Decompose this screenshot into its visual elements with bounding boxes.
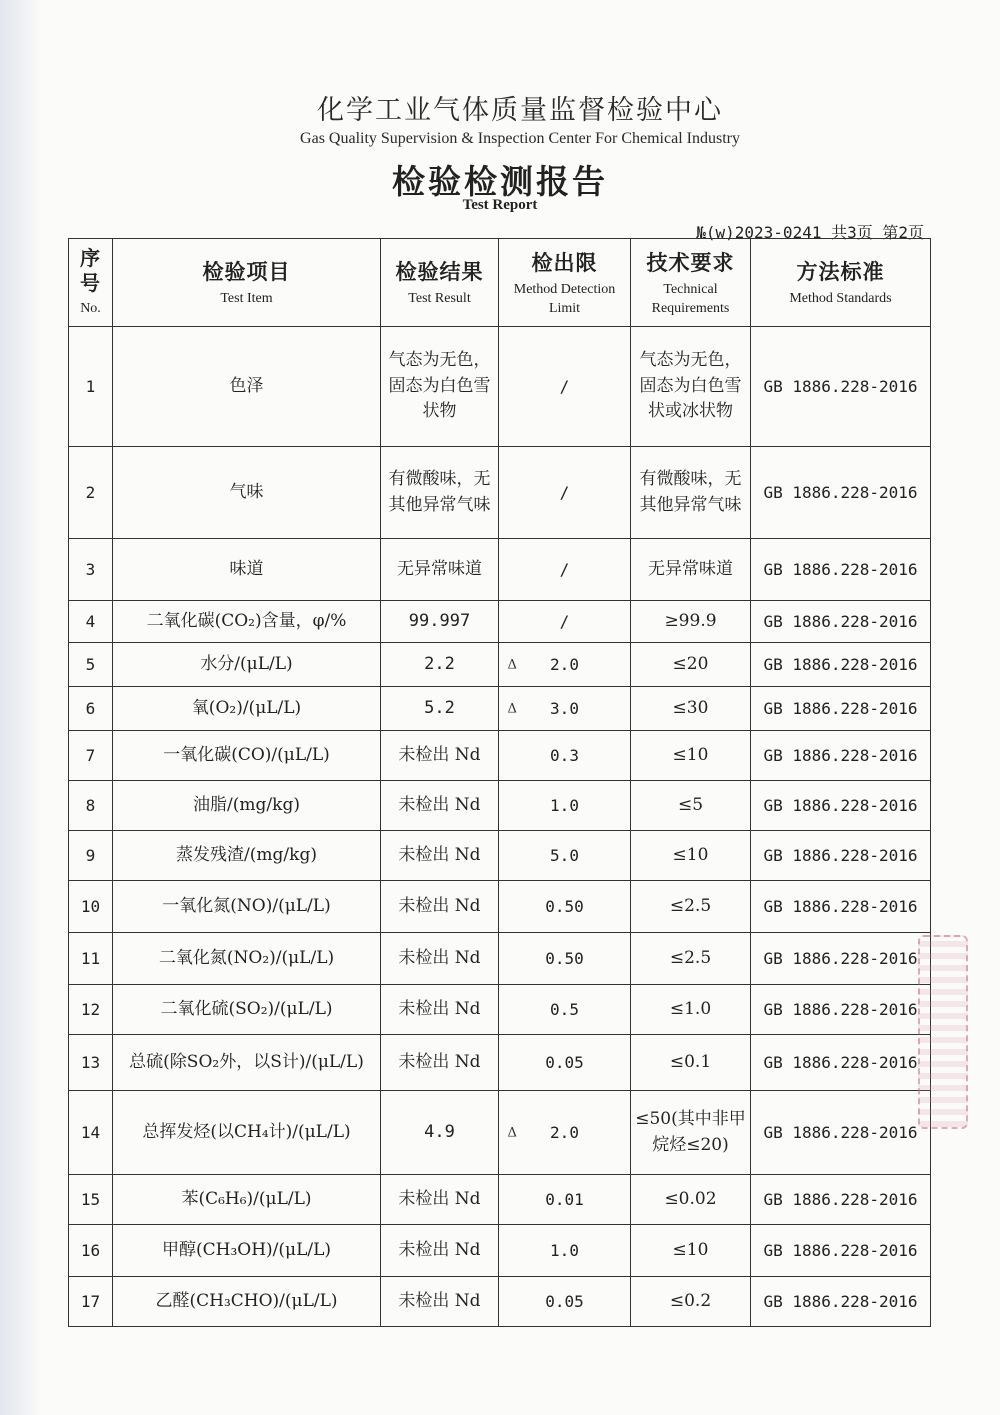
table-header-row: [69, 239, 931, 327]
method-standard: GB 1886.228-2016: [751, 687, 931, 731]
row-number: 7: [69, 731, 113, 781]
method-standard: GB 1886.228-2016: [751, 1091, 931, 1175]
row-number: 2: [69, 447, 113, 539]
column-header-no-cn: 序号: [80, 246, 101, 296]
table-row: [69, 831, 931, 881]
row-number: 3: [69, 539, 113, 601]
result-value-wrap: [424, 696, 517, 722]
method-standard: GB 1886.228-2016: [751, 539, 931, 601]
technical-requirement: ≥99.9: [631, 601, 751, 643]
technical-requirement: 气态为无色，固态为白色雪状或冰状物: [631, 327, 751, 447]
report-number: №(w)2023-0241 共3页 第2页: [696, 223, 924, 242]
technical-requirement: ≤1.0: [631, 985, 751, 1035]
column-header-limit-cn: 检出限: [531, 250, 598, 276]
column-header-method-en: Method Standards: [789, 291, 892, 307]
technical-requirement: ≤0.1: [631, 1035, 751, 1091]
technical-requirement: ≤10: [631, 731, 751, 781]
test-result: 未检出 Nd: [381, 881, 499, 933]
column-header-result: [381, 239, 499, 327]
method-standard: GB 1886.228-2016: [751, 731, 931, 781]
table-row: [69, 781, 931, 831]
row-number: 14: [69, 1091, 113, 1175]
technical-requirement: 无异常味道: [631, 539, 751, 601]
technical-requirement: ≤2.5: [631, 933, 751, 985]
test-item: 一氧化碳(CO)/(μL/L): [113, 731, 381, 781]
test-item: 二氧化硫(SO₂)/(μL/L): [113, 985, 381, 1035]
method-standard: GB 1886.228-2016: [751, 601, 931, 643]
detection-limit: /: [499, 447, 631, 539]
row-number: 16: [69, 1225, 113, 1277]
technical-requirement: ≤30: [631, 687, 751, 731]
result-value: 2.2: [424, 653, 455, 674]
technical-requirement: ≤50(其中非甲烷烃≤20): [631, 1091, 751, 1175]
row-number: 4: [69, 601, 113, 643]
table-row: [69, 1277, 931, 1327]
column-header-item-cn: 检验项目: [202, 259, 291, 285]
report-title-en: Test Report: [462, 197, 538, 213]
test-result: 未检出 Nd: [381, 1277, 499, 1327]
column-header-limit-en: Method Detection Limit: [513, 282, 616, 316]
test-result: 有微酸味，无其他异常气味: [381, 447, 499, 539]
method-standard: GB 1886.228-2016: [751, 781, 931, 831]
row-number: 17: [69, 1277, 113, 1327]
column-header-item: [113, 239, 381, 327]
table-row: [69, 731, 931, 781]
test-results-table: [68, 238, 931, 1327]
table-row: [69, 1091, 931, 1175]
method-standard: GB 1886.228-2016: [751, 643, 931, 687]
table-row: [69, 881, 931, 933]
column-header-no: [69, 239, 113, 327]
test-result: 未检出 Nd: [381, 731, 499, 781]
result-value-wrap: [424, 652, 517, 678]
test-result: 未检出 Nd: [381, 1035, 499, 1091]
detection-limit: /: [499, 601, 631, 643]
test-item: 色泽: [113, 327, 381, 447]
column-header-item-en: Test Item: [220, 291, 273, 307]
technical-requirement: ≤20: [631, 643, 751, 687]
table-row: [69, 1175, 931, 1225]
test-item: 二氧化氮(NO₂)/(μL/L): [113, 933, 381, 985]
column-header-limit: [499, 239, 631, 327]
result-value: 4.9: [424, 1121, 455, 1142]
report-title-cn: 检验检测报告: [392, 162, 608, 201]
detection-limit: 1.0: [499, 781, 631, 831]
method-standard: GB 1886.228-2016: [751, 327, 931, 447]
table-body: [69, 327, 931, 1327]
method-standard: GB 1886.228-2016: [751, 1277, 931, 1327]
row-number: 1: [69, 327, 113, 447]
detection-limit: 0.3: [499, 731, 631, 781]
row-number: 6: [69, 687, 113, 731]
test-item: 油脂/(mg/kg): [113, 781, 381, 831]
detection-limit: 2.0: [499, 1091, 631, 1175]
technical-requirement: ≤10: [631, 1225, 751, 1277]
detection-limit: 0.50: [499, 933, 631, 985]
delta-mark: Δ: [507, 656, 517, 672]
test-item: 气味: [113, 447, 381, 539]
technical-requirement: ≤2.5: [631, 881, 751, 933]
test-result: 无异常味道: [381, 539, 499, 601]
test-item: 一氧化氮(NO)/(μL/L): [113, 881, 381, 933]
detection-limit: 2.0: [499, 643, 631, 687]
test-result: 未检出 Nd: [381, 933, 499, 985]
table-row: [69, 1225, 931, 1277]
detection-limit: 1.0: [499, 1225, 631, 1277]
table-row: [69, 933, 931, 985]
test-result: [381, 687, 517, 731]
organization-name-en: Gas Quality Supervision & Inspection Center For Chemical Industry: [300, 130, 740, 147]
table-row: [69, 601, 931, 643]
test-result: [381, 643, 517, 687]
detection-limit: 0.05: [499, 1035, 631, 1091]
technical-requirement: ≤0.02: [631, 1175, 751, 1225]
test-result: 未检出 Nd: [381, 781, 499, 831]
test-item: 总挥发烃(以CH₄计)/(μL/L): [113, 1091, 381, 1175]
method-standard: GB 1886.228-2016: [751, 447, 931, 539]
table-row: [69, 687, 931, 731]
test-item: 味道: [113, 539, 381, 601]
technical-requirement: ≤0.2: [631, 1277, 751, 1327]
row-number: 11: [69, 933, 113, 985]
row-number: 13: [69, 1035, 113, 1091]
column-header-requirements-cn: 技术要求: [646, 250, 735, 276]
test-item: 甲醇(CH₃OH)/(μL/L): [113, 1225, 381, 1277]
column-header-result-en: Test Result: [408, 291, 471, 307]
method-standard: GB 1886.228-2016: [751, 985, 931, 1035]
delta-mark: Δ: [507, 700, 517, 716]
technical-requirement: ≤10: [631, 831, 751, 881]
test-item: 乙醛(CH₃CHO)/(μL/L): [113, 1277, 381, 1327]
detection-limit: /: [499, 327, 631, 447]
test-result: 99.997: [381, 601, 499, 643]
row-number: 12: [69, 985, 113, 1035]
result-value-wrap: [424, 1120, 517, 1146]
test-item: 水分/(μL/L): [113, 643, 381, 687]
test-result: 未检出 Nd: [381, 1225, 499, 1277]
column-header-method: [751, 239, 931, 327]
table-row: [69, 643, 931, 687]
row-number: 5: [69, 643, 113, 687]
method-standard: GB 1886.228-2016: [751, 831, 931, 881]
technical-requirement: ≤5: [631, 781, 751, 831]
method-standard: GB 1886.228-2016: [751, 933, 931, 985]
method-standard: GB 1886.228-2016: [751, 881, 931, 933]
table-row: [69, 539, 931, 601]
test-item: 二氧化碳(CO₂)含量，φ/%: [113, 601, 381, 643]
detection-limit: 3.0: [499, 687, 631, 731]
technical-requirement: 有微酸味，无其他异常气味: [631, 447, 751, 539]
detection-limit: 0.05: [499, 1277, 631, 1327]
column-header-requirements: [631, 239, 751, 327]
delta-mark: Δ: [507, 1124, 517, 1140]
method-standard: GB 1886.228-2016: [751, 1225, 931, 1277]
test-item: 氧(O₂)/(μL/L): [113, 687, 381, 731]
row-number: 8: [69, 781, 113, 831]
column-header-requirements-en: Technical Requirements: [651, 282, 730, 316]
column-header-no-en: No.: [80, 301, 101, 317]
row-number: 15: [69, 1175, 113, 1225]
test-item: 蒸发残渣/(mg/kg): [113, 831, 381, 881]
row-number: 9: [69, 831, 113, 881]
method-standard: GB 1886.228-2016: [751, 1035, 931, 1091]
detection-limit: 0.5: [499, 985, 631, 1035]
column-header-result-cn: 检验结果: [395, 259, 484, 285]
seam-stamp: [918, 935, 968, 1129]
detection-limit: 5.0: [499, 831, 631, 881]
test-result: [381, 1091, 517, 1175]
row-number: 10: [69, 881, 113, 933]
method-standard: GB 1886.228-2016: [751, 1175, 931, 1225]
test-result: 未检出 Nd: [381, 831, 499, 881]
table-row: [69, 447, 931, 539]
organization-name-cn: 化学工业气体质量监督检验中心: [317, 95, 723, 126]
test-item: 苯(C₆H₆)/(μL/L): [113, 1175, 381, 1225]
column-header-method-cn: 方法标准: [796, 259, 885, 285]
test-result: 未检出 Nd: [381, 1175, 499, 1225]
detection-limit: 0.50: [499, 881, 631, 933]
detection-limit: 0.01: [499, 1175, 631, 1225]
table-row: [69, 327, 931, 447]
test-result: 气态为无色，固态为白色雪状物: [381, 327, 499, 447]
table-row: [69, 1035, 931, 1091]
table-row: [69, 985, 931, 1035]
result-value: 5.2: [424, 697, 455, 718]
test-result: 未检出 Nd: [381, 985, 499, 1035]
detection-limit: /: [499, 539, 631, 601]
test-item: 总硫(除SO₂外，以S计)/(μL/L): [113, 1035, 381, 1091]
